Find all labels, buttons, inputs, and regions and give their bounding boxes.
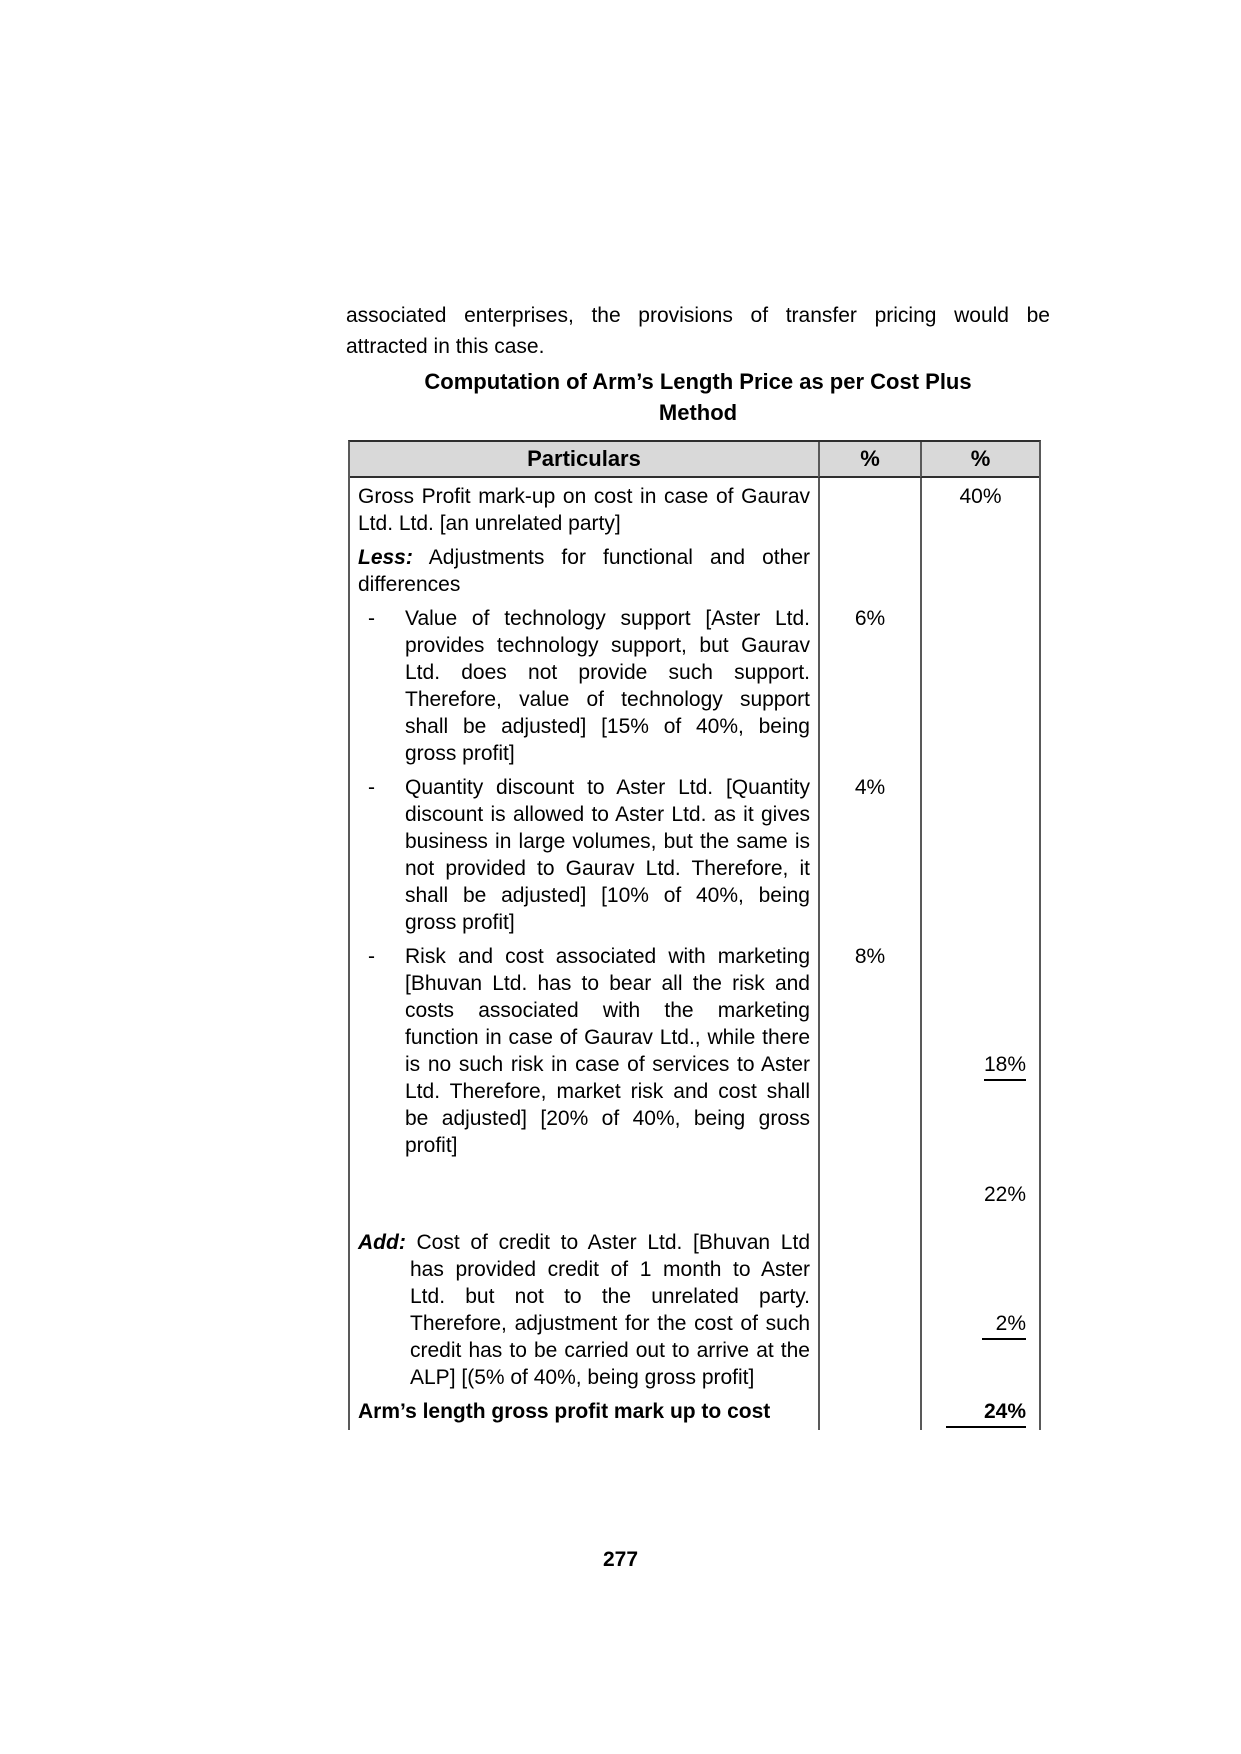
table-cell-pct1 xyxy=(818,539,920,600)
intro-line-2: attracted in this case. xyxy=(346,335,545,358)
column-header-pct-2: % xyxy=(920,442,1039,478)
value-40pct: 40% xyxy=(959,485,1002,508)
table-cell-pct1 xyxy=(818,600,920,769)
value-8pct: 8% xyxy=(854,945,886,968)
value-6pct: 6% xyxy=(854,607,886,630)
bullet-text: Risk and cost associated with marketing [Bhuvan Ltd. has to bear all the risk and costs associated with the marketing function in case of Gaurav Ltd., while there is no such risk in case of services to Aster Ltd. Therefore, market risk and cost shall be adjusted] [20% of 40%, being gross profit] xyxy=(405,945,810,1157)
table-row-particulars xyxy=(350,769,818,938)
title-line-2: Method xyxy=(658,400,738,425)
add-label: Add: xyxy=(358,1231,406,1254)
table-cell-pct1 xyxy=(818,1161,920,1224)
table-cell-pct1 xyxy=(818,1393,920,1430)
title-line-1: Computation of Arm’s Length Price as per Cost Plus xyxy=(424,369,972,394)
bullet-text: Value of technology support [Aster Ltd. provides technology support, but Gaurav Ltd. does not provide such support. Therefore, value of technology support shall be adjusted] [15% of 40%, being gross profit] xyxy=(405,607,810,765)
value-24pct: 24% xyxy=(946,1398,1026,1428)
bullet-dash: - xyxy=(368,776,375,799)
table-cell-pct2 xyxy=(920,478,1039,539)
value-2pct: 2% xyxy=(982,1310,1026,1340)
bullet-text: Quantity discount to Aster Ltd. [Quantity discount is allowed to Aster Ltd. as it gives business in large volumes, but the same is not provided to Gaurav Ltd. Therefore, it shall be adjusted] [10% of 40%, being gross profit] xyxy=(405,776,810,934)
table-cell-pct2 xyxy=(920,938,1039,1161)
table-cell-pct1 xyxy=(818,938,920,1161)
value-18pct: 18% xyxy=(984,1051,1026,1081)
table-row-particulars xyxy=(350,938,818,1161)
table-cell-pct1 xyxy=(818,769,920,938)
table-cell-pct1 xyxy=(818,1224,920,1393)
table-cell-pct1 xyxy=(818,478,920,539)
table-cell-pct2 xyxy=(920,1161,1039,1224)
computation-table xyxy=(348,440,1041,1430)
intro-line-1: associated enterprises, the provisions of transfer pricing would be xyxy=(346,304,1050,327)
table-title xyxy=(346,366,1050,428)
table-row-particulars xyxy=(350,600,818,769)
table-cell-pct2 xyxy=(920,1393,1039,1430)
table-row-particulars xyxy=(350,539,818,600)
less-label: Less: xyxy=(358,546,413,569)
intro-paragraph xyxy=(346,300,1050,362)
table-cell-pct2 xyxy=(920,1224,1039,1393)
column-header-pct-1: % xyxy=(818,442,920,478)
table-row-particulars: Gross Profit mark-up on cost in case of Gaurav Ltd. Ltd. [an unrelated party] xyxy=(358,485,810,535)
less-text: Adjustments for functional and other differences xyxy=(358,546,810,596)
table-cell-pct2 xyxy=(920,539,1039,600)
column-header-particulars: Particulars xyxy=(350,442,818,478)
table-cell-pct2 xyxy=(920,600,1039,769)
bullet-dash: - xyxy=(368,945,375,968)
value-4pct: 4% xyxy=(854,776,886,799)
value-22pct: 22% xyxy=(983,1183,1026,1206)
table-row-particulars xyxy=(350,1161,818,1224)
table-row-particulars: Arm’s length gross profit mark up to cost xyxy=(358,1400,771,1423)
add-text: Cost of credit to Aster Ltd. [Bhuvan Ltd has provided credit of 1 month to Aster Ltd. but not to the unrelated party. Therefore, adjustment for the cost of such credit has to be carried out to arrive at the ALP] [(5% of 40%, being gross profit] xyxy=(405,1231,810,1389)
table-row-particulars xyxy=(350,1224,818,1393)
page-number: 277 xyxy=(602,1548,639,1571)
table-cell-pct2 xyxy=(920,769,1039,938)
bullet-dash: - xyxy=(368,607,375,630)
